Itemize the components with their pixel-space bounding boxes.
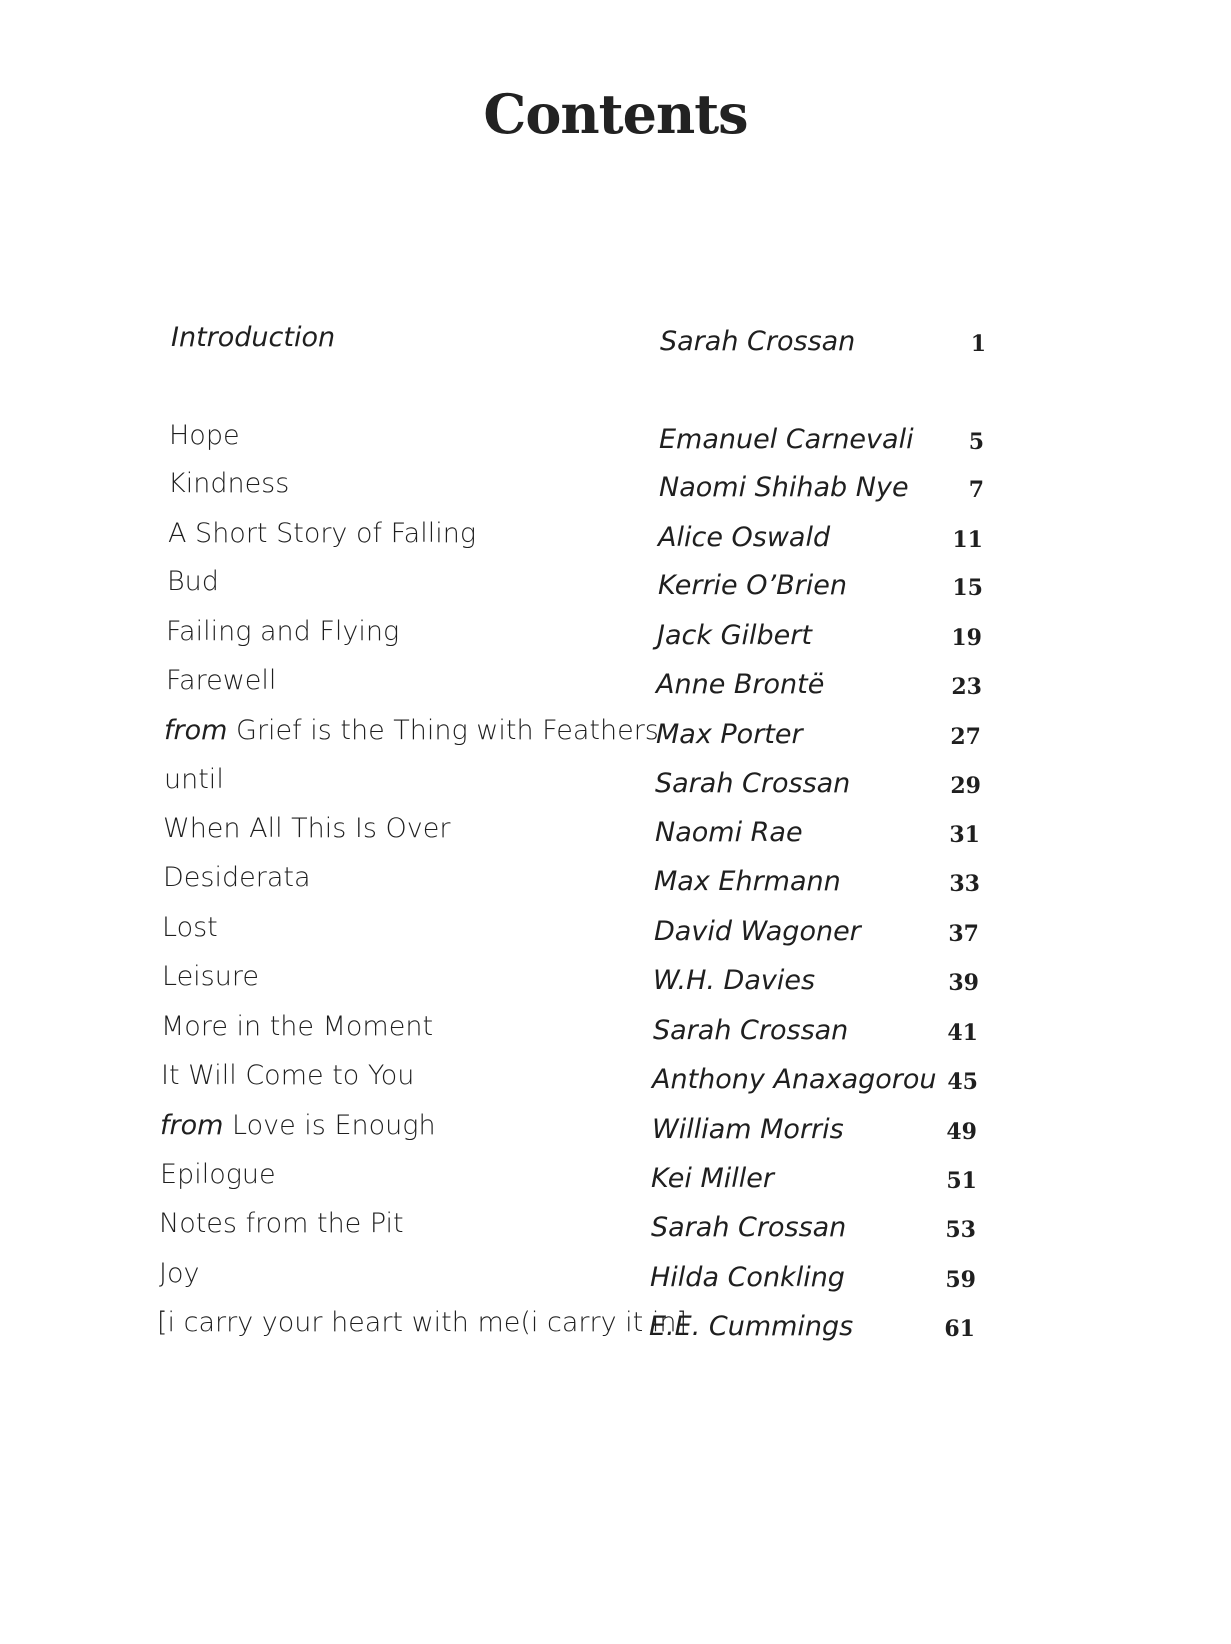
- toc-entry-title: [168, 468, 289, 499]
- toc-entry: [0, 420, 1231, 460]
- toc-entry-page-number: 1: [970, 331, 986, 357]
- toc-entry-page-number: 39: [948, 970, 979, 996]
- toc-entry-author: David Wagoner: [654, 916, 861, 947]
- toc-entry-title: [162, 912, 218, 943]
- toc-entry-author: Naomi Rae: [655, 817, 803, 848]
- toc-entry-page-number: 19: [951, 625, 982, 651]
- toc-entry-title-text: [i carry your heart with me(i carry it in]: [157, 1307, 687, 1338]
- toc-entry-author: W.H. Davies: [653, 965, 816, 996]
- toc-entry: [0, 764, 1231, 804]
- toc-entry-page-number: 59: [945, 1267, 976, 1293]
- toc-entry-page-number: 51: [946, 1168, 977, 1194]
- toc-entry: [0, 1110, 1231, 1150]
- toc-entry-author: Kerrie O’Brien: [658, 570, 847, 601]
- toc-entry: [0, 961, 1231, 1001]
- toc-entry-author: Sarah Crossan: [655, 768, 851, 799]
- toc-entry-title-text: Kindness: [168, 468, 290, 499]
- toc-entry-title-prefix: from: [164, 715, 228, 746]
- toc-entry-title: [171, 322, 335, 353]
- toc-entry-author: Emanuel Carnevali: [659, 424, 914, 455]
- toc-entry: [0, 1011, 1231, 1051]
- toc-entry-author: E.E. Cummings: [649, 1311, 854, 1342]
- toc-entry-page-number: 31: [949, 822, 980, 848]
- toc-entry-page-number: 37: [948, 921, 979, 947]
- toc-entry-page-number: 41: [947, 1020, 978, 1046]
- toc-entry: [0, 813, 1231, 853]
- toc-entry-author: Sarah Crossan: [651, 1212, 847, 1243]
- toc-entry-author: Max Ehrmann: [654, 866, 841, 897]
- toc-entry-title-text: Introduction: [171, 322, 336, 353]
- toc-entry-author: Sarah Crossan: [653, 1015, 849, 1046]
- toc-entry: [0, 322, 1231, 362]
- toc-entry-author: Kei Miller: [651, 1163, 774, 1194]
- toc-entry-title: [166, 616, 399, 647]
- toc-entry-page-number: 53: [945, 1217, 976, 1243]
- toc-entry-page-number: 15: [952, 575, 983, 601]
- toc-entry-page-number: 7: [968, 477, 984, 503]
- toc-entry-title-text: Leisure: [162, 961, 259, 992]
- toc-entry-title-prefix: from: [160, 1110, 224, 1141]
- toc-entry: [0, 862, 1231, 902]
- toc-entry-title: [157, 1307, 687, 1338]
- toc-entry-title: [160, 1110, 436, 1141]
- toc-entry-page-number: 49: [946, 1119, 977, 1145]
- toc-entry: [0, 912, 1231, 952]
- toc-entry: [0, 665, 1231, 705]
- toc-entry-author: Max Porter: [656, 719, 803, 750]
- toc-entry: [0, 566, 1231, 606]
- toc-entry-title-text: Grief is the Thing with Feathers: [236, 715, 659, 746]
- toc-entry-author: Alice Oswald: [658, 522, 831, 553]
- toc-entry-page-number: 61: [944, 1316, 975, 1342]
- toc-entry-page-number: 11: [952, 527, 983, 553]
- toc-entry-title: [160, 1159, 276, 1190]
- toc-entry-title-text: Hope: [169, 420, 240, 451]
- toc-entry-title-text: Desiderata: [163, 862, 311, 893]
- toc-entry-title-text: Farewell: [166, 665, 277, 696]
- toc-entry: [0, 1060, 1231, 1100]
- toc-entry-page-number: 23: [951, 674, 982, 700]
- toc-entry-title: [167, 566, 219, 597]
- toc-entry-author: Sarah Crossan: [660, 326, 856, 357]
- toc-entry-title: [161, 1060, 414, 1091]
- toc-entry-author: Naomi Shihab Nye: [659, 472, 909, 503]
- toc-entry-title-text: When All This Is Over: [163, 813, 451, 844]
- toc-entry-author: Anne Brontë: [656, 669, 825, 700]
- toc-entry-title-text: A Short Story of Falling: [168, 518, 477, 549]
- toc-entry: [0, 715, 1231, 755]
- toc-entry-author: William Morris: [652, 1114, 844, 1145]
- toc-entry-page-number: 45: [947, 1069, 978, 1095]
- toc-entry-title: [164, 764, 224, 795]
- toc-entry-title-text: Epilogue: [160, 1159, 276, 1190]
- toc-entry-author: Anthony Anaxagorou: [652, 1064, 937, 1095]
- toc-entry-title: [166, 665, 276, 696]
- toc-entry-page-number: 29: [950, 773, 981, 799]
- toc-entry: [0, 1258, 1231, 1298]
- toc-entry-title: [168, 518, 476, 549]
- toc-entry: [0, 468, 1231, 508]
- toc-entry: [0, 616, 1231, 656]
- page-title: Contents: [483, 82, 748, 146]
- toc-entry-title-text: Love is Enough: [232, 1110, 436, 1141]
- toc-entry-title: [164, 715, 659, 746]
- toc-entry-title: [159, 1258, 199, 1289]
- toc-entry-title-text: It Will Come to You: [161, 1060, 415, 1091]
- toc-entry-title-text: More in the Moment: [161, 1011, 434, 1042]
- toc-entry: [0, 1307, 1231, 1347]
- toc-entry-page-number: 33: [949, 871, 980, 897]
- toc-entry-page-number: 27: [950, 724, 981, 750]
- toc-entry-title-text: Bud: [167, 566, 219, 597]
- toc-entry: [0, 1159, 1231, 1199]
- toc-entry: [0, 1208, 1231, 1248]
- toc-entry-title: [161, 1011, 433, 1042]
- toc-entry-title: [162, 961, 259, 992]
- toc-entry-author: Hilda Conkling: [650, 1262, 845, 1293]
- toc-entry-title-text: Notes from the Pit: [159, 1208, 404, 1239]
- toc-entry-title-text: until: [164, 764, 224, 795]
- toc-entry: [0, 518, 1231, 558]
- toc-entry-author: Jack Gilbert: [657, 620, 812, 651]
- toc-entry-title-text: Failing and Flying: [166, 616, 400, 647]
- toc-entry-title: [159, 1208, 404, 1239]
- toc-entry-page-number: 5: [968, 429, 984, 455]
- toc-entry-title: [169, 420, 240, 451]
- toc-entry-title: [163, 813, 450, 844]
- toc-entry-title-text: Lost: [162, 912, 218, 943]
- toc-entry-title: [163, 862, 311, 893]
- toc-entry-title-text: Joy: [159, 1258, 200, 1289]
